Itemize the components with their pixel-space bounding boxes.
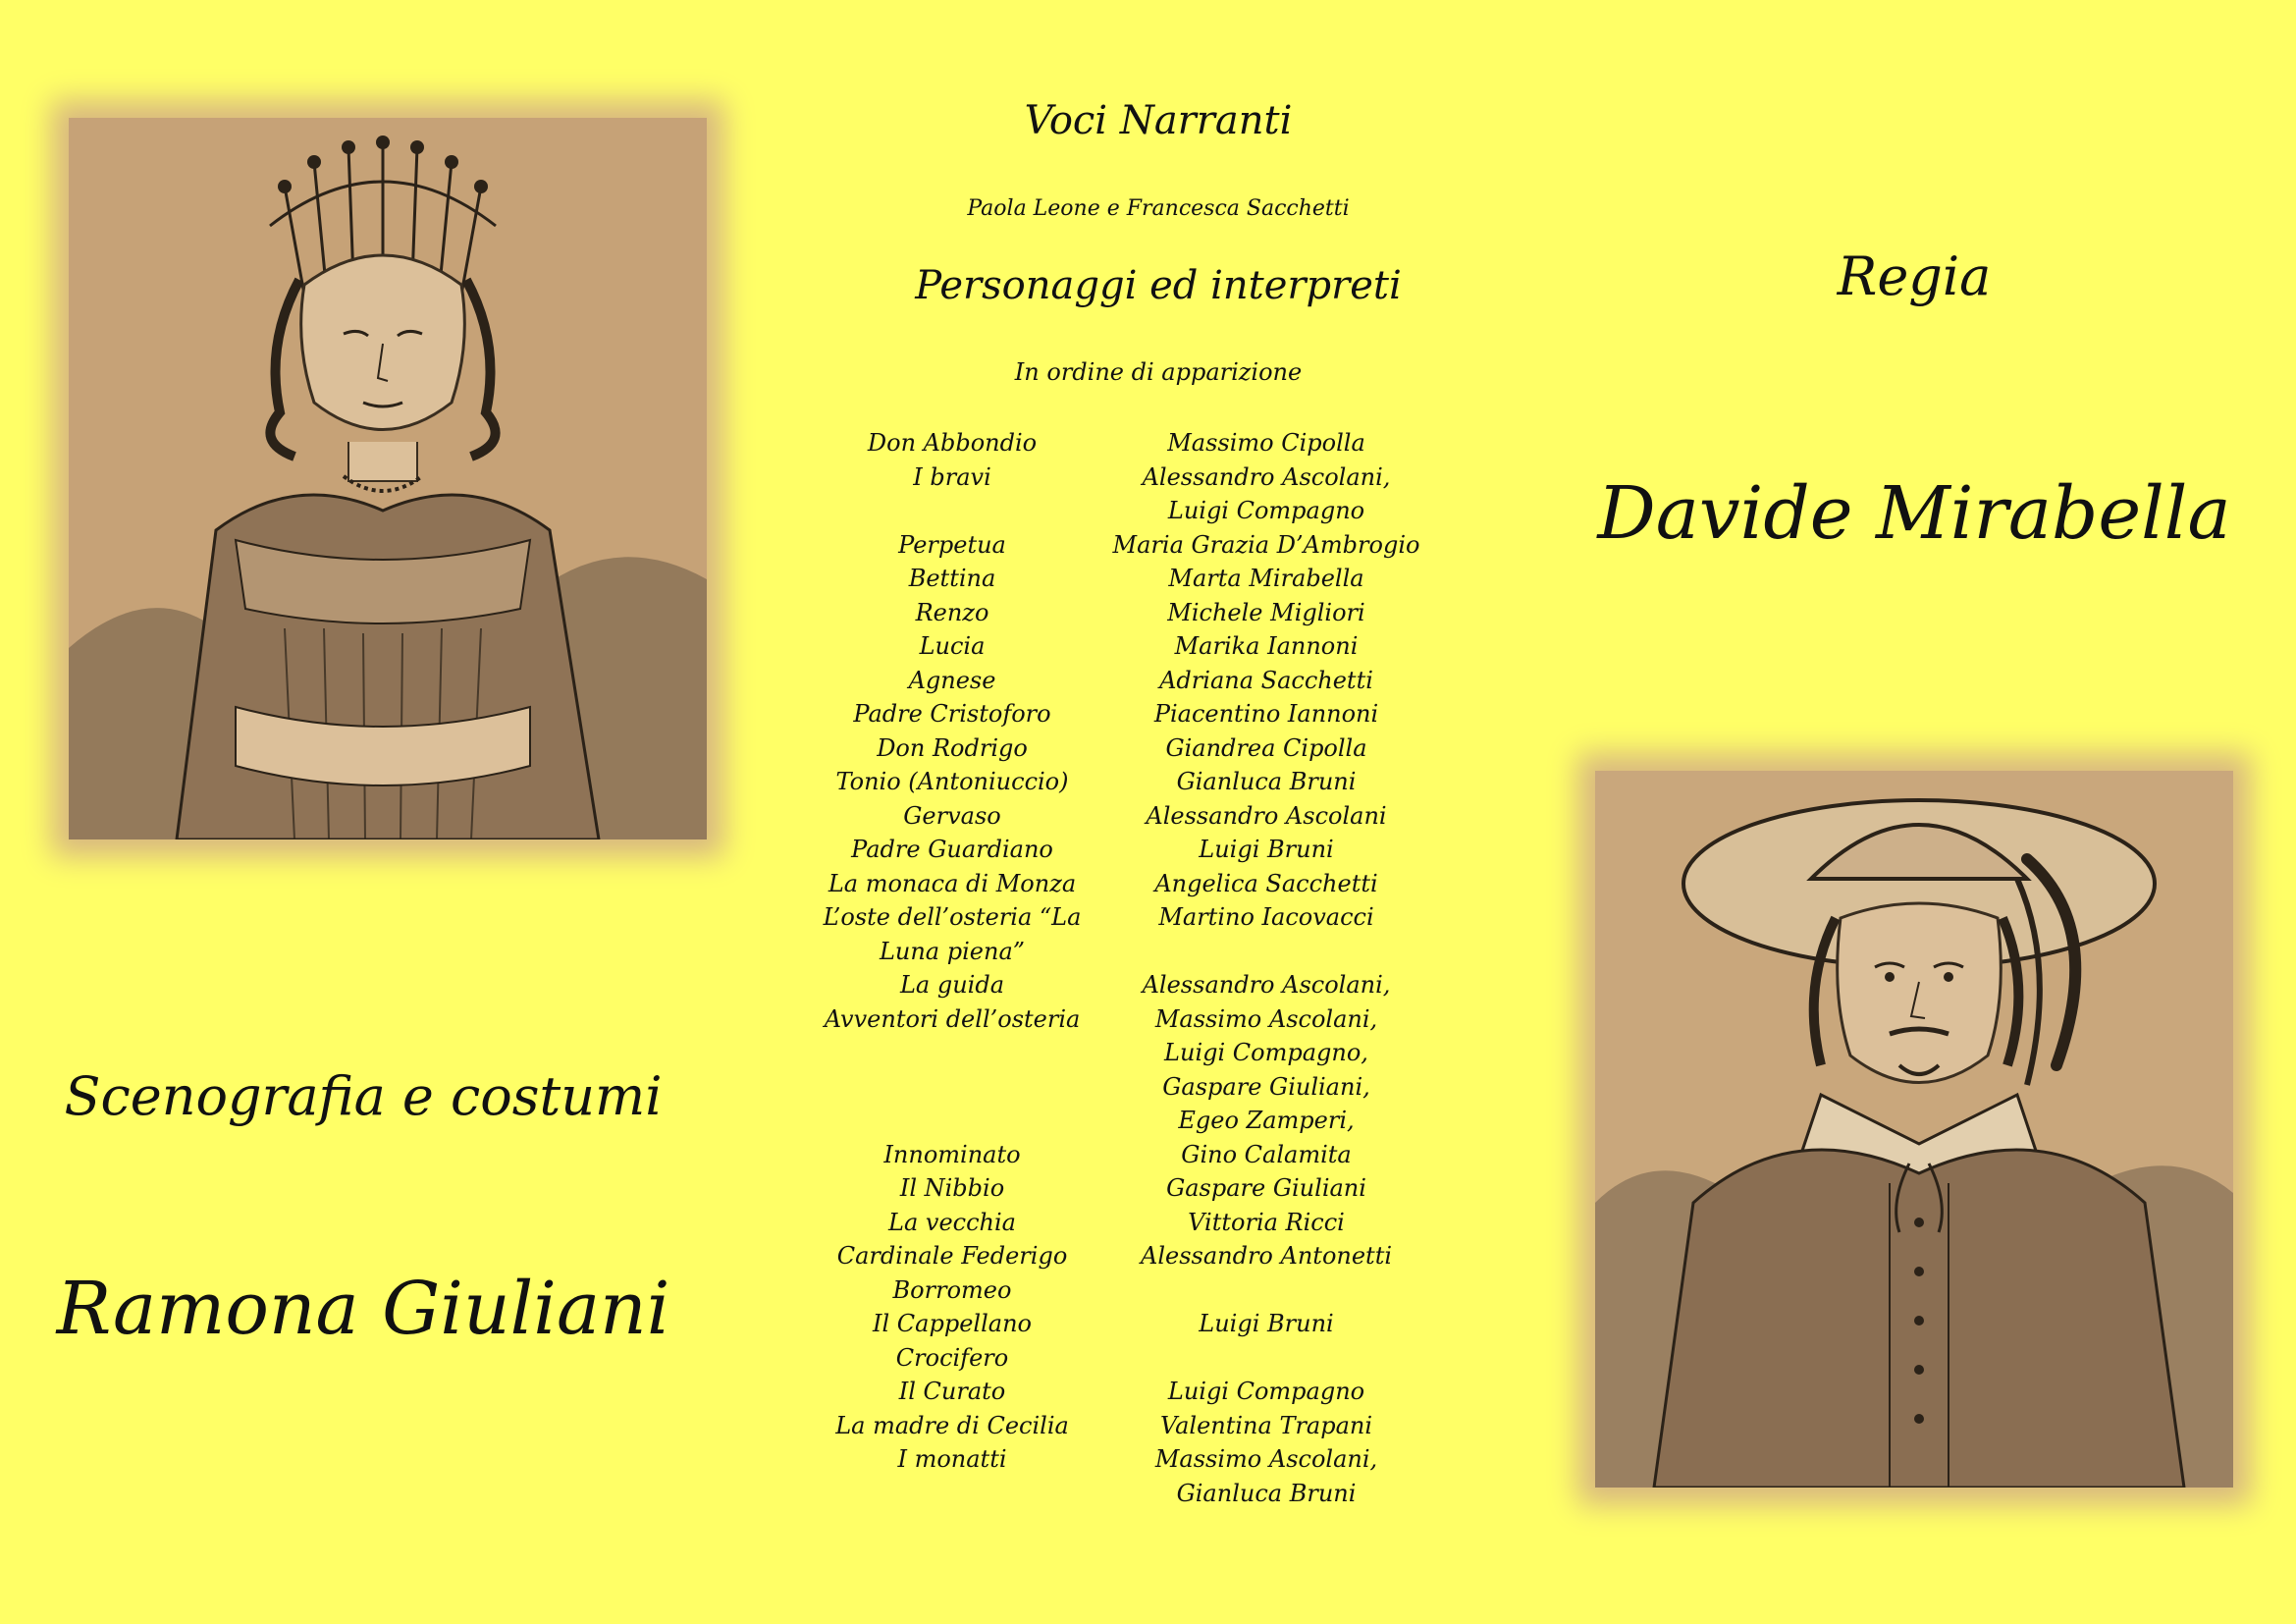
cast-row	[805, 900, 1433, 935]
role-name: I bravi	[913, 462, 991, 491]
lucia-portrait-image	[69, 118, 707, 839]
cast-row	[805, 799, 1433, 834]
actor-name: Michele Migliori	[1167, 598, 1365, 626]
actor-name: Gino Calamita	[1181, 1140, 1352, 1168]
role-name: Tonio (Antoniuccio)	[835, 768, 1069, 795]
cast-heading: Personaggi ed interpreti	[915, 263, 1402, 308]
role-name: Padre Cristoforo	[853, 700, 1051, 728]
cast-row	[805, 1409, 1433, 1443]
cast-row	[805, 1239, 1433, 1273]
actor-name: Valentina Trapani	[1159, 1411, 1373, 1439]
director-name: Davide Mirabella	[1597, 471, 2231, 556]
actor-name: Angelica Sacchetti	[1154, 869, 1378, 897]
cast-row	[805, 697, 1433, 731]
actor-name: Massimo Ascolani,	[1154, 1445, 1378, 1473]
role-name: Cardinale Federigo	[836, 1242, 1068, 1270]
role-name: Renzo	[915, 598, 989, 626]
actor-name: Piacentino Iannoni	[1153, 700, 1379, 728]
role-name: Il Nibbio	[899, 1174, 1005, 1202]
role-name: Padre Guardiano	[851, 836, 1053, 863]
cast-row	[805, 494, 1433, 528]
role-name: Il Curato	[898, 1378, 1006, 1405]
actor-name	[1099, 1273, 1433, 1308]
role-name	[805, 1104, 1099, 1138]
cast-row	[805, 867, 1433, 901]
role-name: Agnese	[908, 666, 996, 694]
role-name: La monaca di Monza	[828, 869, 1077, 897]
role-name: Perpetua	[898, 530, 1006, 559]
role-name: Gervaso	[903, 801, 1001, 830]
role-name	[805, 1070, 1099, 1105]
cast-row	[805, 1070, 1433, 1105]
cast-row	[805, 596, 1433, 630]
role-name: Innominato	[883, 1140, 1021, 1168]
role-name: Bettina	[908, 565, 996, 592]
scenography-heading: Scenografia e costumi	[64, 1065, 663, 1127]
role-name: Il Cappellano	[873, 1310, 1032, 1337]
cast-row	[805, 1307, 1433, 1341]
cast-row	[805, 1104, 1433, 1138]
actor-name: Gianluca Bruni	[1176, 1479, 1357, 1507]
cast-row	[805, 1138, 1433, 1172]
actor-name: Martino Iacovacci	[1158, 903, 1374, 931]
narrators-heading: Voci Narranti	[1024, 98, 1293, 143]
role-name	[805, 1036, 1099, 1070]
cast-row	[805, 833, 1433, 867]
actor-name: Vittoria Ricci	[1188, 1208, 1345, 1236]
actor-name: Massimo Cipolla	[1167, 429, 1365, 457]
cast-row	[805, 1002, 1433, 1037]
cast-row	[805, 1206, 1433, 1240]
renzo-portrait-image	[1595, 771, 2233, 1488]
actor-name: Gaspare Giuliani,	[1162, 1072, 1370, 1101]
role-name	[805, 1477, 1099, 1511]
role-name: Luna piena”	[879, 937, 1026, 965]
actor-name: Alessandro Ascolani,	[1142, 971, 1391, 999]
cast-row	[805, 528, 1433, 563]
role-name: L’oste dell’osteria “La	[823, 903, 1082, 931]
role-name: La guida	[899, 971, 1005, 999]
actor-name: Adriana Sacchetti	[1159, 666, 1373, 694]
role-name: Don Rodrigo	[877, 733, 1028, 762]
cast-row	[805, 765, 1433, 799]
cast-row	[805, 1036, 1433, 1070]
cast-row	[805, 968, 1433, 1002]
role-name: Lucia	[919, 632, 986, 660]
director-heading: Regia	[1837, 245, 1992, 307]
narrators-names: Paola Leone e Francesca Sacchetti	[967, 196, 1350, 221]
actor-name: Marika Iannoni	[1174, 632, 1359, 660]
actor-name: Luigi Bruni	[1199, 836, 1334, 863]
cast-row	[805, 629, 1433, 664]
actor-name: Luigi Compagno	[1167, 1378, 1365, 1405]
cast-row	[805, 460, 1433, 495]
actor-name: Gianluca Bruni	[1176, 768, 1357, 795]
cast-row	[805, 664, 1433, 698]
actor-name: Giandrea Cipolla	[1165, 733, 1367, 762]
cast-row	[805, 1171, 1433, 1206]
actor-name	[1099, 935, 1433, 969]
cast-row	[805, 1375, 1433, 1409]
cast-row	[805, 731, 1433, 766]
actor-name: Marta Mirabella	[1168, 565, 1364, 592]
cast-row	[805, 1442, 1433, 1477]
actor-name: Alessandro Ascolani,	[1142, 462, 1391, 491]
actor-name	[1099, 1341, 1433, 1376]
role-name: Crocifero	[895, 1343, 1009, 1372]
actor-name: Gaspare Giuliani	[1166, 1174, 1366, 1202]
cast-row	[805, 1273, 1433, 1308]
role-name: Borromeo	[892, 1275, 1012, 1304]
cast-row	[805, 426, 1433, 460]
actor-name: Luigi Compagno,	[1164, 1039, 1368, 1066]
cast-row	[805, 935, 1433, 969]
actor-name: Alessandro Antonetti	[1140, 1242, 1393, 1270]
role-name: I monatti	[897, 1445, 1007, 1473]
cast-row	[805, 1477, 1433, 1511]
role-name: Avventori dell’osteria	[824, 1004, 1081, 1033]
cast-row	[805, 1341, 1433, 1376]
role-name: Don Abbondio	[867, 429, 1038, 457]
actor-name: Luigi Bruni	[1199, 1310, 1334, 1337]
cast-row	[805, 562, 1433, 596]
cast-subheading: In ordine di apparizione	[1014, 358, 1303, 386]
actor-name: Maria Grazia D’Ambrogio	[1112, 530, 1420, 559]
role-name: La vecchia	[888, 1208, 1016, 1236]
actor-name: Egeo Zamperi,	[1178, 1107, 1355, 1134]
cast-list	[805, 426, 1433, 1510]
actor-name: Luigi Compagno	[1167, 497, 1365, 524]
actor-name: Massimo Ascolani,	[1154, 1004, 1378, 1033]
role-name	[805, 494, 1099, 528]
role-name: La madre di Cecilia	[835, 1411, 1069, 1439]
actor-name: Alessandro Ascolani	[1146, 801, 1387, 830]
scenographer-name: Ramona Giuliani	[56, 1267, 670, 1351]
